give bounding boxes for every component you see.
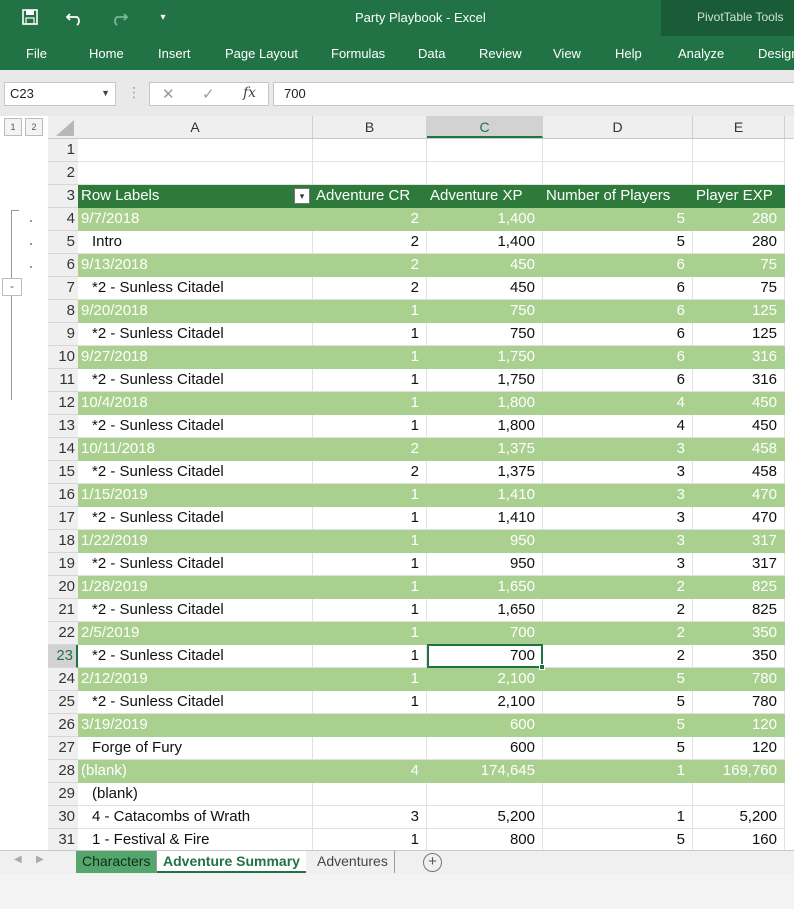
cell-number-of-players[interactable]: 6 bbox=[543, 323, 693, 346]
name-box-value: C23 bbox=[10, 86, 34, 101]
cell-number-of-players[interactable]: 5 bbox=[543, 691, 693, 714]
cell-adventure-xp[interactable]: 700 bbox=[427, 622, 543, 645]
tab-insert[interactable]: Insert bbox=[158, 46, 191, 61]
cell-number-of-players[interactable]: 6 bbox=[543, 277, 693, 300]
column-header-b[interactable]: B bbox=[313, 116, 427, 138]
cell-adventure-xp[interactable]: 750 bbox=[427, 300, 543, 323]
row-header[interactable]: 23 bbox=[48, 645, 78, 668]
cell-player-exp[interactable] bbox=[693, 139, 785, 162]
cell-row-label[interactable]: *2 - Sunless Citadel bbox=[78, 553, 313, 576]
cell-player-exp[interactable]: 450 bbox=[693, 415, 785, 438]
cell-row-label[interactable]: *2 - Sunless Citadel bbox=[78, 507, 313, 530]
cell-number-of-players[interactable]: 4 bbox=[543, 415, 693, 438]
cell-adventure-xp[interactable] bbox=[427, 783, 543, 806]
cell-player-exp[interactable]: 350 bbox=[693, 645, 785, 668]
row-header[interactable]: 13 bbox=[48, 415, 78, 438]
cell-row-label[interactable]: 10/4/2018 bbox=[78, 392, 313, 415]
cell-row-label[interactable]: 4 - Catacombs of Wrath bbox=[78, 806, 313, 829]
formula-buttons bbox=[149, 82, 269, 106]
name-box[interactable] bbox=[4, 82, 116, 106]
cell-row-label[interactable]: 1/15/2019 bbox=[78, 484, 313, 507]
cell-adventure-cr[interactable]: 1 bbox=[313, 369, 427, 392]
row-header[interactable]: 26 bbox=[48, 714, 78, 737]
cell-player-exp[interactable] bbox=[693, 162, 785, 185]
cell-number-of-players[interactable]: 1 bbox=[543, 760, 693, 783]
row-header[interactable]: 30 bbox=[48, 806, 78, 829]
row-header[interactable]: 18 bbox=[48, 530, 78, 553]
row-header[interactable]: 21 bbox=[48, 599, 78, 622]
cell-adventure-xp[interactable]: 450 bbox=[427, 277, 543, 300]
prev-sheet-icon[interactable]: ◀ bbox=[14, 854, 22, 865]
formula-bar-area bbox=[0, 70, 794, 116]
outline-gutter bbox=[0, 116, 48, 850]
cell-number-of-players[interactable] bbox=[543, 139, 693, 162]
cell-adventure-xp[interactable]: 1,400 bbox=[427, 231, 543, 254]
tab-review[interactable]: Review bbox=[479, 46, 522, 61]
cell-row-label[interactable]: *2 - Sunless Citadel bbox=[78, 645, 313, 668]
cell-player-exp[interactable]: 316 bbox=[693, 369, 785, 392]
add-sheet-button[interactable]: + bbox=[423, 853, 442, 872]
sheet-tab-adventure-summary[interactable]: Adventure Summary bbox=[157, 851, 306, 873]
ribbon-tabs bbox=[0, 36, 798, 70]
tab-analyze[interactable]: Analyze bbox=[678, 46, 725, 61]
header-cell-number-of-players[interactable]: Number of Players bbox=[543, 185, 693, 208]
cell-adventure-cr[interactable] bbox=[313, 162, 427, 185]
cell-adventure-cr[interactable]: 1 bbox=[313, 507, 427, 530]
cell-adventure-xp[interactable] bbox=[427, 162, 543, 185]
cell-adventure-cr[interactable]: 2 bbox=[313, 208, 427, 231]
cell-number-of-players[interactable]: 3 bbox=[543, 553, 693, 576]
cell-adventure-xp[interactable]: 750 bbox=[427, 323, 543, 346]
insert-function-icon[interactable]: fx bbox=[243, 85, 257, 101]
cell-row-label[interactable]: 2/12/2019 bbox=[78, 668, 313, 691]
cell-adventure-xp[interactable]: 1,750 bbox=[427, 369, 543, 392]
cell-row-label[interactable]: 9/20/2018 bbox=[78, 300, 313, 323]
undo-icon[interactable] bbox=[62, 5, 88, 29]
row-header[interactable]: 2 bbox=[48, 162, 78, 185]
tab-design[interactable]: Design bbox=[758, 46, 798, 61]
cell-player-exp[interactable]: 825 bbox=[693, 576, 785, 599]
cell-adventure-cr[interactable]: 2 bbox=[313, 231, 427, 254]
customize-dropdown-icon[interactable]: ▾ bbox=[160, 11, 166, 23]
redo-icon[interactable] bbox=[106, 5, 132, 29]
cell-number-of-players[interactable] bbox=[543, 162, 693, 185]
cell-row-label[interactable]: (blank) bbox=[78, 783, 313, 806]
row-header[interactable]: 28 bbox=[48, 760, 78, 783]
row-header[interactable]: 10 bbox=[48, 346, 78, 369]
sheet-tab-characters[interactable]: Characters bbox=[76, 851, 157, 873]
cell-player-exp[interactable]: 75 bbox=[693, 277, 785, 300]
cell-player-exp[interactable]: 120 bbox=[693, 714, 785, 737]
cell-adventure-cr[interactable]: 1 bbox=[313, 645, 427, 668]
cell-number-of-players[interactable]: 5 bbox=[543, 208, 693, 231]
outline-dot bbox=[30, 220, 32, 222]
cell-adventure-cr[interactable]: 1 bbox=[313, 599, 427, 622]
cell-player-exp[interactable]: 317 bbox=[693, 553, 785, 576]
cell-row-label[interactable]: *2 - Sunless Citadel bbox=[78, 323, 313, 346]
row-header[interactable]: 14 bbox=[48, 438, 78, 461]
cell-adventure-xp[interactable]: 600 bbox=[427, 714, 543, 737]
collapse-group-button[interactable]: - bbox=[2, 278, 22, 296]
cell-player-exp[interactable]: 120 bbox=[693, 737, 785, 760]
cell-adventure-cr[interactable]: 1 bbox=[313, 668, 427, 691]
cell-adventure-cr[interactable] bbox=[313, 783, 427, 806]
cell-adventure-xp[interactable]: 1,410 bbox=[427, 507, 543, 530]
cell-player-exp[interactable]: 169,760 bbox=[693, 760, 785, 783]
header-cell-adventure-cr[interactable]: Adventure CR bbox=[313, 185, 427, 208]
cell-adventure-xp[interactable]: 5,200 bbox=[427, 806, 543, 829]
cell-player-exp[interactable]: 780 bbox=[693, 691, 785, 714]
cell-number-of-players[interactable]: 6 bbox=[543, 346, 693, 369]
cell-row-label[interactable]: 1/28/2019 bbox=[78, 576, 313, 599]
select-all-corner[interactable] bbox=[48, 116, 78, 138]
tab-home[interactable]: Home bbox=[89, 46, 124, 61]
cell-player-exp[interactable]: 75 bbox=[693, 254, 785, 277]
cell-row-label[interactable]: 1 - Festival & Fire bbox=[78, 829, 313, 852]
cell-adventure-xp[interactable]: 950 bbox=[427, 553, 543, 576]
cell-adventure-cr[interactable]: 1 bbox=[313, 829, 427, 852]
row-header[interactable]: 5 bbox=[48, 231, 78, 254]
cell-adventure-xp[interactable]: 950 bbox=[427, 530, 543, 553]
cell-number-of-players[interactable]: 5 bbox=[543, 231, 693, 254]
cell-player-exp[interactable]: 160 bbox=[693, 829, 785, 852]
cell-number-of-players[interactable]: 1 bbox=[543, 806, 693, 829]
column-header-e[interactable]: E bbox=[693, 116, 785, 138]
cell-player-exp[interactable] bbox=[693, 783, 785, 806]
cell-row-label[interactable]: *2 - Sunless Citadel bbox=[78, 369, 313, 392]
cell-adventure-xp[interactable]: 1,375 bbox=[427, 461, 543, 484]
cell-adventure-cr[interactable]: 1 bbox=[313, 392, 427, 415]
cell-adventure-cr[interactable]: 1 bbox=[313, 691, 427, 714]
row-header[interactable]: 29 bbox=[48, 783, 78, 806]
cell-adventure-cr[interactable]: 1 bbox=[313, 622, 427, 645]
cell-row-label[interactable]: Intro bbox=[78, 231, 313, 254]
tab-help[interactable]: Help bbox=[615, 46, 642, 61]
window-title: Party Playbook - Excel bbox=[355, 10, 486, 25]
cell-player-exp[interactable]: 470 bbox=[693, 484, 785, 507]
select-all-icon bbox=[56, 120, 74, 136]
cell-row-label[interactable]: (blank) bbox=[78, 760, 313, 783]
cell-adventure-xp[interactable]: 700 bbox=[427, 645, 543, 668]
outline-bracket bbox=[11, 210, 12, 400]
cell-row-label[interactable]: 2/5/2019 bbox=[78, 622, 313, 645]
cell-adventure-cr[interactable] bbox=[313, 714, 427, 737]
cell-adventure-cr[interactable]: 1 bbox=[313, 553, 427, 576]
tab-data[interactable]: Data bbox=[418, 46, 446, 61]
cell-player-exp[interactable]: 458 bbox=[693, 461, 785, 484]
cell-number-of-players[interactable]: 5 bbox=[543, 737, 693, 760]
row-header[interactable]: 27 bbox=[48, 737, 78, 760]
cell-adventure-cr[interactable]: 1 bbox=[313, 346, 427, 369]
cell-adventure-cr[interactable]: 2 bbox=[313, 254, 427, 277]
cell-adventure-cr[interactable]: 1 bbox=[313, 323, 427, 346]
vertical-dots-icon[interactable]: ⋮ bbox=[127, 84, 141, 100]
cell-number-of-players[interactable]: 6 bbox=[543, 300, 693, 323]
row-header[interactable]: 6 bbox=[48, 254, 78, 277]
cell-number-of-players[interactable]: 4 bbox=[543, 392, 693, 415]
cell-player-exp[interactable]: 470 bbox=[693, 507, 785, 530]
outline-dot bbox=[30, 266, 32, 268]
sheet-tab-bar bbox=[0, 850, 794, 874]
row-header[interactable]: 4 bbox=[48, 208, 78, 231]
sheet-tab-adventures[interactable]: Adventures bbox=[311, 851, 395, 873]
cell-player-exp[interactable]: 125 bbox=[693, 323, 785, 346]
row-header[interactable]: 25 bbox=[48, 691, 78, 714]
pivottable-tools-label: PivotTable Tools bbox=[697, 10, 784, 24]
filter-sort-icon[interactable]: ▾ bbox=[294, 188, 310, 204]
cell-number-of-players[interactable]: 3 bbox=[543, 484, 693, 507]
column-header-c[interactable]: C bbox=[427, 116, 543, 138]
tab-formulas[interactable]: Formulas bbox=[331, 46, 386, 61]
cell-adventure-xp[interactable]: 2,100 bbox=[427, 668, 543, 691]
cell-player-exp[interactable]: 280 bbox=[693, 208, 785, 231]
cell-adventure-xp[interactable]: 174,645 bbox=[427, 760, 543, 783]
cell-row-label[interactable]: *2 - Sunless Citadel bbox=[78, 277, 313, 300]
cell-adventure-cr[interactable]: 2 bbox=[313, 277, 427, 300]
cell-adventure-cr[interactable]: 3 bbox=[313, 806, 427, 829]
column-header-a[interactable]: A bbox=[78, 116, 313, 138]
row-header[interactable]: 3 bbox=[48, 185, 78, 208]
filter-button-holder bbox=[291, 185, 313, 208]
cell-adventure-cr[interactable]: 1 bbox=[313, 415, 427, 438]
cell-adventure-cr[interactable]: 1 bbox=[313, 530, 427, 553]
cell-player-exp[interactable]: 458 bbox=[693, 438, 785, 461]
cell-player-exp[interactable]: 780 bbox=[693, 668, 785, 691]
outline-level-2-button[interactable]: 2 bbox=[25, 118, 43, 136]
cell-number-of-players[interactable]: 2 bbox=[543, 599, 693, 622]
row-header[interactable]: 9 bbox=[48, 323, 78, 346]
cell-adventure-xp[interactable]: 1,800 bbox=[427, 392, 543, 415]
tab-view[interactable]: View bbox=[553, 46, 581, 61]
cell-number-of-players[interactable]: 6 bbox=[543, 254, 693, 277]
cell-adventure-cr[interactable]: 1 bbox=[313, 300, 427, 323]
cell-adventure-xp[interactable]: 1,750 bbox=[427, 346, 543, 369]
cell-adventure-xp[interactable]: 1,800 bbox=[427, 415, 543, 438]
cell-row-label[interactable] bbox=[78, 162, 313, 185]
cell-adventure-xp[interactable]: 1,650 bbox=[427, 599, 543, 622]
chevron-down-icon[interactable]: ▼ bbox=[101, 88, 110, 98]
cell-row-label[interactable]: 10/11/2018 bbox=[78, 438, 313, 461]
cell-adventure-cr[interactable]: 2 bbox=[313, 438, 427, 461]
outline-level-1-button[interactable]: 1 bbox=[4, 118, 22, 136]
cell-player-exp[interactable]: 280 bbox=[693, 231, 785, 254]
next-sheet-icon[interactable]: ▶ bbox=[36, 854, 44, 865]
cell-number-of-players[interactable]: 3 bbox=[543, 438, 693, 461]
cell-row-label[interactable]: 9/27/2018 bbox=[78, 346, 313, 369]
row-header[interactable]: 12 bbox=[48, 392, 78, 415]
cell-number-of-players[interactable]: 2 bbox=[543, 622, 693, 645]
cell-number-of-players[interactable]: 5 bbox=[543, 829, 693, 852]
cell-adventure-cr[interactable] bbox=[313, 139, 427, 162]
cell-player-exp[interactable]: 5,200 bbox=[693, 806, 785, 829]
row-header[interactable]: 20 bbox=[48, 576, 78, 599]
outline-tick bbox=[11, 210, 19, 211]
enter-check-icon[interactable]: ✓ bbox=[202, 86, 215, 103]
cell-row-label[interactable]: *2 - Sunless Citadel bbox=[78, 599, 313, 622]
cell-adventure-cr[interactable]: 1 bbox=[313, 576, 427, 599]
tab-page-layout[interactable]: Page Layout bbox=[225, 46, 299, 61]
row-header[interactable]: 19 bbox=[48, 553, 78, 576]
cell-adventure-xp[interactable]: 2,100 bbox=[427, 691, 543, 714]
cell-row-label[interactable]: *2 - Sunless Citadel bbox=[78, 415, 313, 438]
cell-player-exp[interactable]: 825 bbox=[693, 599, 785, 622]
cell-adventure-xp[interactable]: 1,400 bbox=[427, 208, 543, 231]
cell-adventure-cr[interactable] bbox=[313, 737, 427, 760]
header-cell-row-label[interactable]: Row Labels bbox=[78, 185, 313, 208]
cell-row-label[interactable]: *2 - Sunless Citadel bbox=[78, 461, 313, 484]
row-header[interactable]: 17 bbox=[48, 507, 78, 530]
cell-row-label[interactable]: 3/19/2019 bbox=[78, 714, 313, 737]
cell-adventure-xp[interactable] bbox=[427, 139, 543, 162]
row-header[interactable]: 1 bbox=[48, 139, 78, 162]
outline-dot bbox=[30, 243, 32, 245]
header-cell-adventure-xp[interactable]: Adventure XP bbox=[427, 185, 543, 208]
cell-number-of-players[interactable]: 6 bbox=[543, 369, 693, 392]
column-headers bbox=[48, 116, 794, 139]
column-header-d[interactable]: D bbox=[543, 116, 693, 138]
cell-number-of-players[interactable]: 5 bbox=[543, 714, 693, 737]
cell-player-exp[interactable]: 350 bbox=[693, 622, 785, 645]
cell-adventure-cr[interactable]: 4 bbox=[313, 760, 427, 783]
cell-number-of-players[interactable]: 3 bbox=[543, 507, 693, 530]
tab-file[interactable]: File bbox=[26, 46, 47, 61]
cell-adventure-xp[interactable]: 600 bbox=[427, 737, 543, 760]
formula-input[interactable]: 700 bbox=[273, 82, 794, 106]
cell-row-label[interactable]: Forge of Fury bbox=[78, 737, 313, 760]
cell-player-exp[interactable]: 450 bbox=[693, 392, 785, 415]
cell-number-of-players[interactable]: 2 bbox=[543, 576, 693, 599]
cell-adventure-cr[interactable]: 1 bbox=[313, 484, 427, 507]
cell-number-of-players[interactable] bbox=[543, 783, 693, 806]
cell-adventure-xp[interactable]: 800 bbox=[427, 829, 543, 852]
row-header[interactable]: 31 bbox=[48, 829, 78, 852]
cell-adventure-cr[interactable]: 2 bbox=[313, 461, 427, 484]
cell-adventure-xp[interactable]: 1,650 bbox=[427, 576, 543, 599]
cell-player-exp[interactable]: 316 bbox=[693, 346, 785, 369]
row-header[interactable]: 11 bbox=[48, 369, 78, 392]
row-header[interactable]: 22 bbox=[48, 622, 78, 645]
cell-player-exp[interactable]: 125 bbox=[693, 300, 785, 323]
cell-row-label[interactable]: 9/7/2018 bbox=[78, 208, 313, 231]
cell-player-exp[interactable]: 317 bbox=[693, 530, 785, 553]
row-header[interactable]: 7 bbox=[48, 277, 78, 300]
cell-adventure-xp[interactable]: 1,410 bbox=[427, 484, 543, 507]
row-header[interactable]: 8 bbox=[48, 300, 78, 323]
row-header[interactable]: 16 bbox=[48, 484, 78, 507]
cell-row-label[interactable]: 1/22/2019 bbox=[78, 530, 313, 553]
cell-row-label[interactable]: 9/13/2018 bbox=[78, 254, 313, 277]
row-header[interactable]: 15 bbox=[48, 461, 78, 484]
cell-number-of-players[interactable]: 3 bbox=[543, 461, 693, 484]
cell-row-label[interactable]: *2 - Sunless Citadel bbox=[78, 691, 313, 714]
cell-number-of-players[interactable]: 3 bbox=[543, 530, 693, 553]
cell-row-label[interactable] bbox=[78, 139, 313, 162]
cell-adventure-xp[interactable]: 1,375 bbox=[427, 438, 543, 461]
status-bar bbox=[0, 874, 794, 909]
cancel-icon[interactable]: ✕ bbox=[162, 86, 175, 103]
save-icon[interactable] bbox=[17, 5, 43, 29]
header-cell-player-exp[interactable]: Player EXP bbox=[693, 185, 785, 208]
cell-number-of-players[interactable]: 5 bbox=[543, 668, 693, 691]
row-header[interactable]: 24 bbox=[48, 668, 78, 691]
cell-adventure-xp[interactable]: 450 bbox=[427, 254, 543, 277]
cell-number-of-players[interactable]: 2 bbox=[543, 645, 693, 668]
